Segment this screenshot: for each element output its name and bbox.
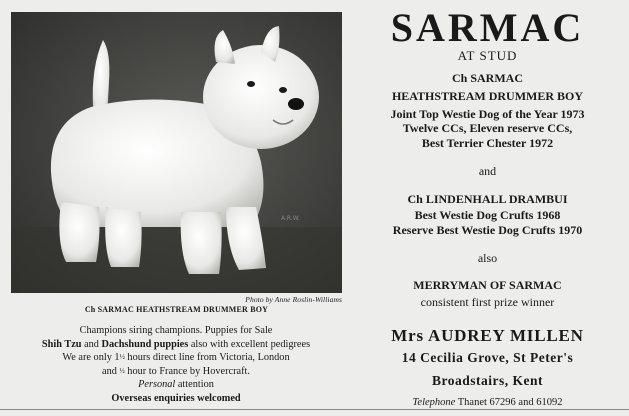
- overseas-text: Overseas enquiries welcomed: [111, 392, 241, 404]
- and-separator: and: [478, 164, 497, 178]
- fraction-half: ½: [119, 353, 125, 361]
- attention-text: attention: [177, 379, 214, 390]
- address-line-2: Broadstairs, Kent: [431, 373, 543, 388]
- dog1-title-line2: HEATHSTREAM DRUMMER BOY: [391, 89, 584, 103]
- travel-end: hours direct line from Victoria, London: [127, 352, 290, 363]
- photo-caption: Ch SARMAC HEATHSTREAM DRUMMER BOY: [84, 305, 269, 314]
- overseas-line: [0, 392, 352, 406]
- puppies-line: [0, 338, 352, 352]
- travel-start: We are only 1: [62, 352, 120, 363]
- dog-photo: [11, 12, 342, 293]
- phone-number: Thanet 67296 and 61092: [457, 397, 563, 408]
- fraction-half-2: ½: [119, 366, 125, 375]
- dog2-award-2: Reserve Best Westie Dog Crufts 1970: [392, 223, 583, 237]
- also-separator: also: [477, 251, 498, 265]
- and-text: and: [84, 338, 99, 350]
- dog1-award-1: Joint Top Westie Dog of the Year 1973: [390, 107, 585, 121]
- kennel-name: SARMAC: [390, 5, 585, 50]
- travel2-start: and: [102, 365, 117, 377]
- bottom-rule: [0, 409, 629, 410]
- phone-line: [346, 397, 629, 408]
- address-line-1: 14 Cecilia Grove, St Peter's: [401, 350, 574, 365]
- dog1-award-2: Twelve CCs, Eleven reserve CCs,: [402, 121, 573, 135]
- photo-credit: Photo by Anne Roslin-Williams: [245, 295, 342, 304]
- dog2-award-1: Best Westie Dog Crufts 1968: [414, 208, 561, 222]
- dog1-award-3: Best Terrier Chester 1972: [421, 136, 554, 150]
- breed-dachshund: Dachshund puppies: [101, 338, 189, 350]
- pedigrees-text: also with excellent pedigrees: [190, 338, 311, 350]
- dog1-title-line1: Ch SARMAC: [451, 71, 523, 85]
- travel2-end: hour to France by Hovercraft.: [127, 365, 250, 377]
- svg-text:A.R.W.: A.R.W.: [281, 215, 300, 222]
- kennel-info: [0, 324, 352, 405]
- at-stud-heading: AT STUD: [457, 48, 518, 63]
- dog3-title: MERRYMAN OF SARMAC: [413, 278, 562, 292]
- owner-name: Mrs AUDREY MILLEN: [391, 326, 584, 345]
- personal-text: Personal: [138, 379, 176, 390]
- dog3-note: consistent first prize winner: [420, 295, 555, 309]
- personal-attention-line: [0, 378, 352, 392]
- dog2-title: Ch LINDENHALL DRAMBUI: [407, 192, 568, 206]
- travel-line-2: [0, 365, 352, 379]
- breed-shih-tzu: Shih Tzu: [41, 338, 82, 350]
- westie-illustration: [11, 12, 342, 293]
- travel-line-1: [0, 351, 352, 365]
- champions-line: Champions siring champions. Puppies for Sale: [79, 325, 273, 336]
- phone-label: Telephone: [412, 397, 456, 408]
